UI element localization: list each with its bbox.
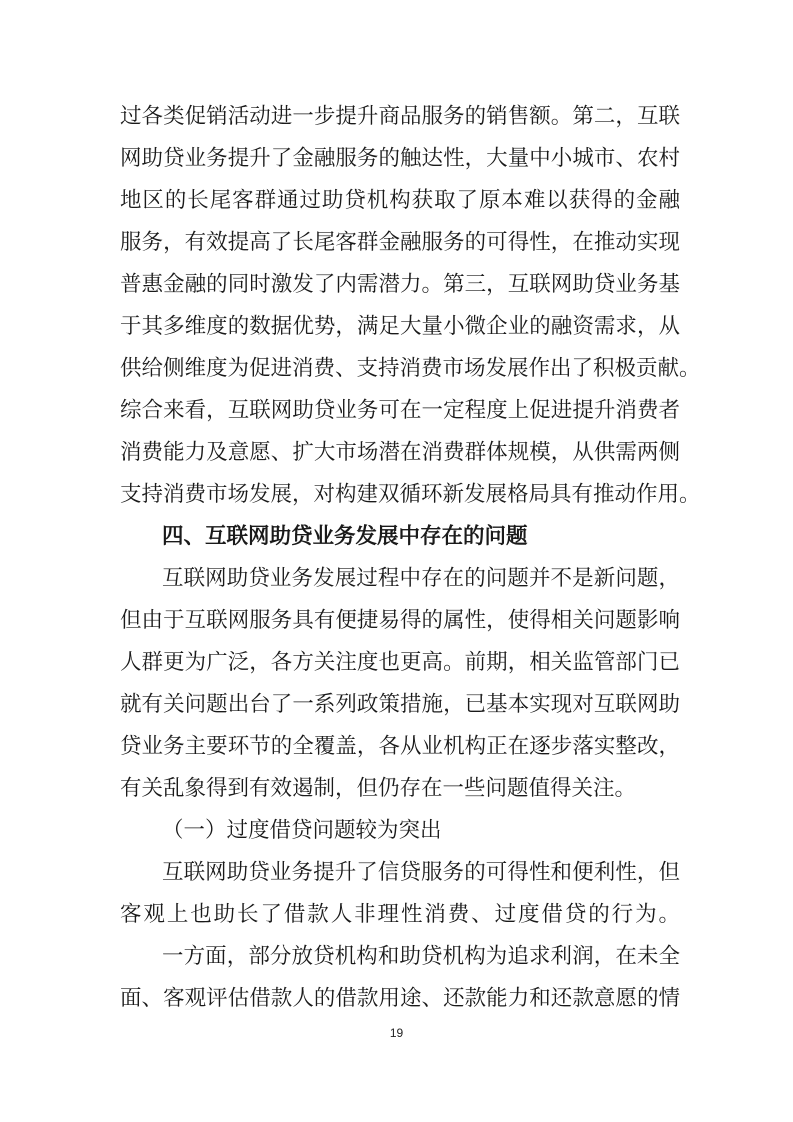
- para1-line-4: 服务，有效提高了长尾客群金融服务的可得性，在推动实现: [120, 230, 680, 255]
- para2-line-5: 贷业务主要环节的全覆盖，各从业机构正在逐步落实整改，: [120, 734, 680, 759]
- para2-line-3: 人群更为广泛，各方关注度也更高。前期，相关监管部门已: [120, 650, 680, 675]
- para1-line-8: 综合来看，互联网助贷业务可在一定程度上促进提升消费者: [120, 398, 680, 423]
- para1-line-3: 地区的长尾客群通过助贷机构获取了原本难以获得的金融: [120, 188, 680, 213]
- para1-line-5: 普惠金融的同时激发了内需潜力。第三，互联网助贷业务基: [120, 272, 680, 297]
- para2-line-2: 但由于互联网服务具有便捷易得的属性，使得相关问题影响: [120, 608, 680, 633]
- para4-line-2: 面、客观评估借款人的借款用途、还款能力和还款意愿的情: [120, 986, 680, 1011]
- section-heading: 四、互联网助贷业务发展中存在的问题: [162, 524, 528, 549]
- page-number: 19: [389, 1026, 404, 1040]
- para1-line-1: 过各类促销活动进一步提升商品服务的销售额。第二，互联: [120, 104, 680, 129]
- para1-line-7: 供给侧维度为促进消费、支持消费市场发展作出了积极贡献。: [120, 356, 701, 381]
- subsection-heading: （一）过度借贷问题较为突出: [162, 818, 442, 843]
- para4-line-1: 一方面，部分放贷机构和助贷机构为追求利润，在未全: [162, 944, 680, 969]
- para2-line-6: 有关乱象得到有效遏制，但仍存在一些问题值得关注。: [120, 776, 637, 801]
- para1-line-9: 消费能力及意愿、扩大市场潜在消费群体规模，从供需两侧: [120, 440, 680, 465]
- para3-line-1: 互联网助贷业务提升了信贷服务的可得性和便利性，但: [162, 860, 680, 885]
- para2-line-1: 互联网助贷业务发展过程中存在的问题并不是新问题，: [162, 566, 680, 591]
- para1-line-6: 于其多维度的数据优势，满足大量小微企业的融资需求，从: [120, 314, 680, 339]
- para1-line-10: 支持消费市场发展，对构建双循环新发展格局具有推动作用。: [120, 482, 701, 507]
- para2-line-4: 就有关问题出台了一系列政策措施，已基本实现对互联网助: [120, 692, 680, 717]
- para3-line-2: 客观上也助长了借款人非理性消费、过度借贷的行为。: [120, 902, 680, 927]
- para1-line-2: 网助贷业务提升了金融服务的触达性，大量中小城市、农村: [120, 146, 680, 171]
